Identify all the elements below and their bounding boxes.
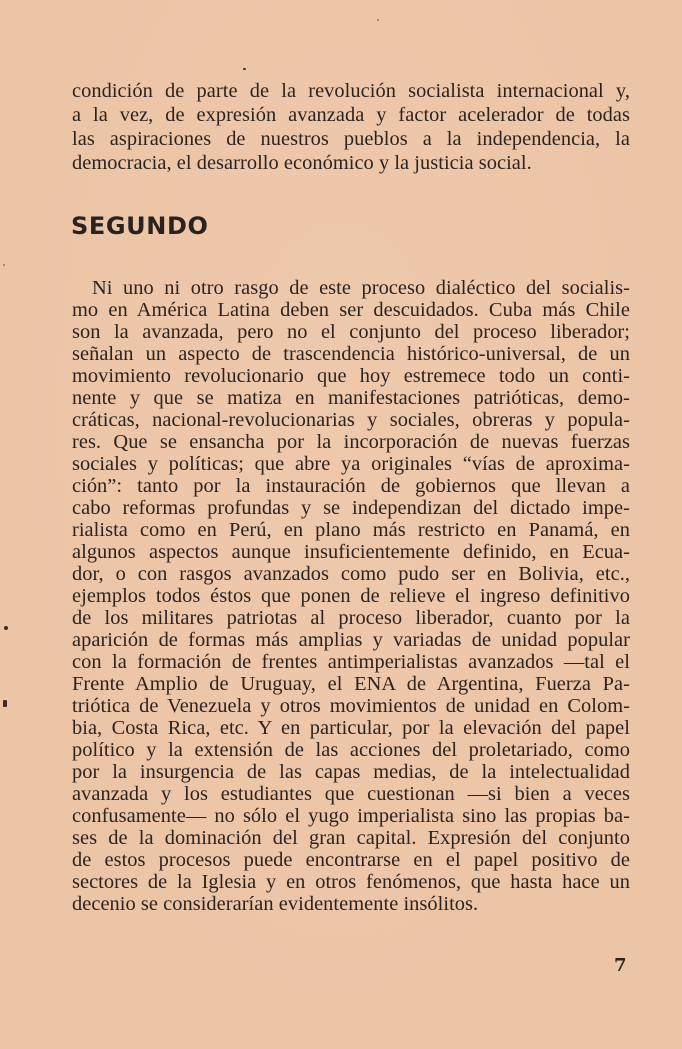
text-line: las aspiraciones de nuestros pueblos a la independencia, la [72,128,630,150]
text-line: bia, Costa Rica, etc. Y en particular, por la elevación del papel [72,717,630,739]
text-line: condición de parte de la revolución socialista internacional y, [72,80,630,102]
body-paragraph [72,277,630,915]
text-line: político y la extensión de las acciones del proletariado, como [72,739,630,761]
text-line: Frente Amplio de Uruguay, el ENA de Argentina, Fuerza Pa- [72,673,630,695]
text-line: con la formación de frentes antimperialistas avanzados —tal el [72,651,630,673]
print-speck [377,19,379,21]
text-line: de estos procesos puede encontrarse en el papel positivo de [72,849,630,871]
text-line: decenio se considerarían evidentemente insólitos. [72,893,479,915]
text-line: dor, o con rasgos avanzados como pudo ser en Bolivia, etc., [72,563,630,585]
text-line: confusamente— no sólo el yugo imperialista sino las propias ba- [72,805,630,827]
text-line: algunos aspectos aunque insuficientemente definido, en Ecua- [72,541,630,563]
text-line: ejemplos todos éstos que ponen de relieve el ingreso definitivo [72,585,630,607]
text-line: ses de la dominación del gran capital. Expresión del conjunto [72,827,630,849]
text-line: son la avanzada, pero no el conjunto del proceso liberador; [72,321,630,343]
text-line: res. Que se ensancha por la incorporación de nuevas fuerzas [72,431,630,453]
text-line: democracia, el desarrollo económico y la justicia social. [72,152,532,174]
text-line: señalan un aspecto de trascendencia histórico-universal, de un [72,343,630,365]
text-line: por la insurgencia de las capas medias, de la intelectualidad [72,761,630,783]
text-line: cabo reformas profundas y se independizan del dictado impe- [72,497,630,519]
text-line: avanzada y los estudiantes que cuestionan —si bien a veces [72,783,630,805]
text-line: nente y que se matiza en manifestaciones patrióticas, demo- [72,387,630,409]
intro-paragraph [72,79,630,175]
text-line: movimiento revolucionario que hoy estremece todo un conti- [72,365,630,387]
text-line: de los militares patriotas al proceso liberador, cuanto por la [72,607,630,629]
text-line: Ni uno ni otro rasgo de este proceso dialéctico del socialis- [92,277,630,299]
print-speck [4,626,8,630]
print-speck [3,264,5,266]
text-line: sectores de la Iglesia y en otros fenómenos, que hasta hace un [72,871,630,893]
text-line: triótica de Venezuela y otros movimientos de unidad en Colom- [72,695,630,717]
text-line: mo en América Latina deben ser descuidados. Cuba más Chile [72,299,630,321]
text-line: a la vez, de expresión avanzada y factor acelerador de todas [72,104,630,126]
print-speck [243,68,246,70]
page-number: 7 [614,955,627,976]
print-speck [3,700,7,707]
section-heading: SEGUNDO [71,212,209,240]
text-line: cráticas, nacional-revolucionarias y sociales, obreras y popula- [72,409,630,431]
text-line: rialista como en Perú, en plano más restricto en Panamá, en [72,519,630,541]
text-line: sociales y políticas; que abre ya originales “vías de aproxima- [72,453,630,475]
text-line: ción”: tanto por la instauración de gobiernos que llevan a [72,475,630,497]
text-line: aparición de formas más amplias y variadas de unidad popular [72,629,630,651]
